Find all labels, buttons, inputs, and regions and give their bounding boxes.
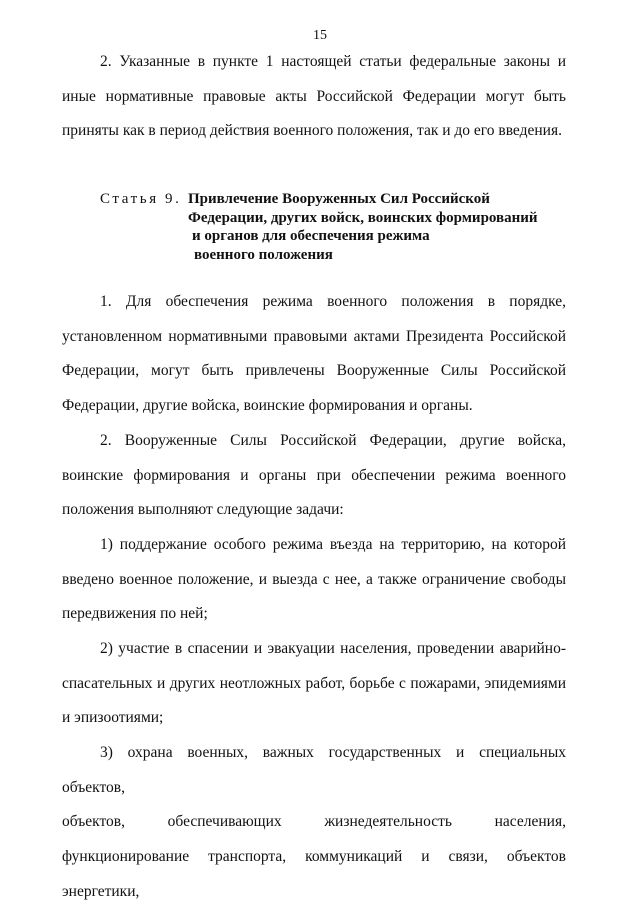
article-title-line: военного положения	[194, 246, 333, 263]
paragraph-line: функционирование транспорта, коммуникаций и связи, объектов энергетики,	[62, 848, 566, 900]
paragraph-article9-item2: 2. Вооруженные Силы Российской Федерации, другие войска, воинские формирования и органы при обеспечении режима военного положения выполняют следующие задачи:	[62, 432, 566, 519]
article-title-line: Федерации, других войск, воинских формирований	[188, 209, 538, 226]
page-number: 15	[313, 28, 327, 43]
paragraph-task-2: 2) участие в спасении и эвакуации населения, проведении аварийно-спасательных и других неотложных работ, борьбе с пожарами, эпидемиями и эпизоотиями;	[62, 640, 566, 727]
paragraph-task-3	[62, 736, 566, 910]
paragraph-article8-item2: 2. Указанные в пункте 1 настоящей статьи федеральные законы и иные нормативные правовые акты Российской Федерации могут быть приняты как в период действия военного положения, так и до его введения.	[62, 53, 566, 140]
paragraph-line: 3) охрана военных, важных государственных и специальных объектов,	[62, 744, 566, 796]
paragraph-article9-item1: 1. Для обеспечения режима военного положения в порядке, установленном нормативными правовыми актами Президента Российской Федерации, могут быть привлечены Вооруженные Силы Российской Федерации, другие войска, воинские формирования и органы.	[62, 293, 566, 415]
paragraph-task-1: 1) поддержание особого режима въезда на территорию, на которой введено военное положение, и выезда с нее, а также ограничение свободы передвижения по ней;	[62, 536, 566, 623]
word: населения,	[494, 813, 566, 831]
article-title-line: Привлечение Вооруженных Сил Российской	[188, 191, 490, 207]
word: объектов,	[62, 813, 125, 831]
word: жизнедеятельность	[324, 813, 452, 831]
word: обеспечивающих	[167, 813, 282, 831]
article-label: Статья 9.	[100, 191, 182, 207]
article-title	[188, 190, 568, 264]
article-title-line: и органов для обеспечения режима	[192, 228, 430, 244]
paragraph-line-justified	[62, 805, 566, 840]
